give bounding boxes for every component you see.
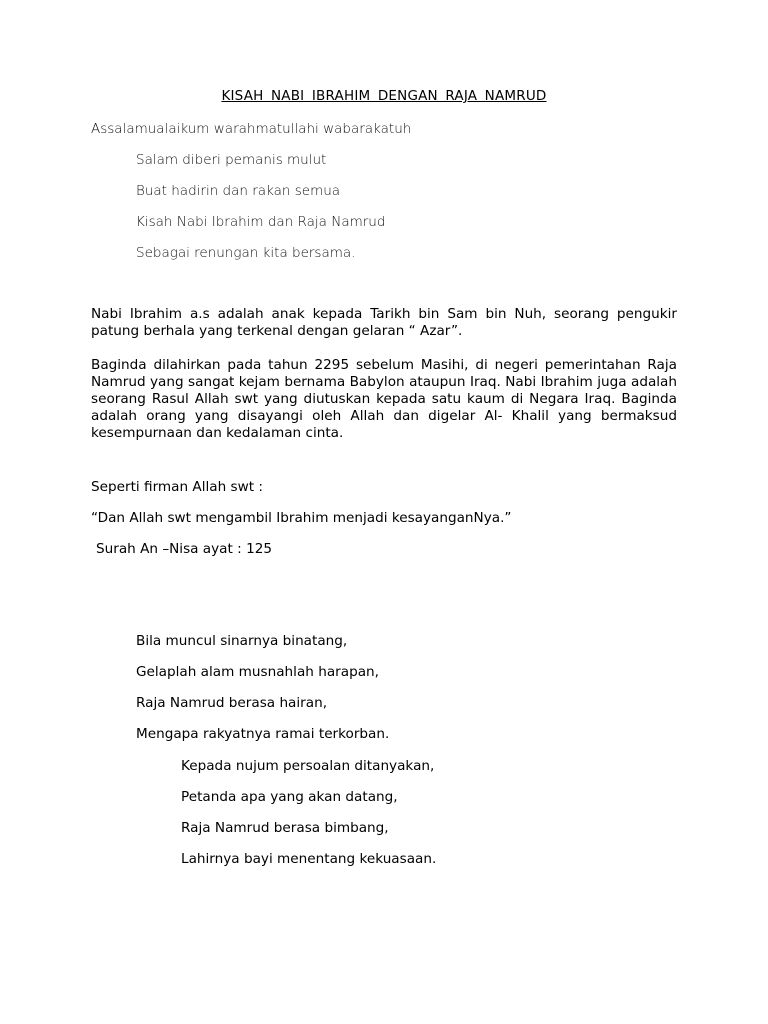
verse-line: Petanda apa yang akan datang, [181,789,398,805]
verse-line: Bila muncul sinarnya binatang, [136,633,348,649]
citation-line: Surah An –Nisa ayat : 125 [96,541,273,557]
verse-line: Buat hadirin dan rakan semua [136,183,341,199]
document-title: KISAH NABI IBRAHIM DENGAN RAJA NAMRUD [221,88,547,104]
quote-line: “Dan Allah swt mengambil Ibrahim menjadi kesayanganNya.” [91,510,512,526]
firman-intro: Seperti firman Allah swt : [91,479,263,495]
verse-line: Raja Namrud berasa hairan, [136,695,328,711]
verse-line: Gelaplah alam musnahlah harapan, [136,664,379,680]
verse-line: Lahirnya bayi menentang kekuasaan. [181,851,437,867]
paragraph-nabi-ibrahim: Nabi Ibrahim a.s adalah anak kepada Tarikh bin Sam bin Nuh, seorang pengukir patung berhala yang terkenal dengan gelaran “ Azar”. [91,306,677,339]
verse-line: Mengapa rakyatnya ramai terkorban. [136,726,390,742]
verse-line: Raja Namrud berasa bimbang, [181,820,389,836]
verse-line: Salam diberi pemanis mulut [136,152,327,168]
verse-line: Kepada nujum persoalan ditanyakan, [181,758,435,774]
paragraph-baginda: Baginda dilahirkan pada tahun 2295 sebelum Masihi, di negeri pemerintahan Raja Namrud yang sangat kejam bernama Babylon ataupun Iraq. Nabi Ibrahim juga adalah seorang Rasul Allah swt yang diutuskan kepada satu kaum di Negara Iraq. Baginda adalah orang yang disayangi oleh Allah dan digelar Al- Khalil yang bermaksud kesempurnaan dan kedalaman cinta. [91,357,677,441]
verse-line: Kisah Nabi Ibrahim dan Raja Namrud [136,214,386,230]
verse-line: Sebagai renungan kita bersama. [136,245,356,261]
greeting-line: Assalamualaikum warahmatullahi wabarakatuh [91,121,412,137]
